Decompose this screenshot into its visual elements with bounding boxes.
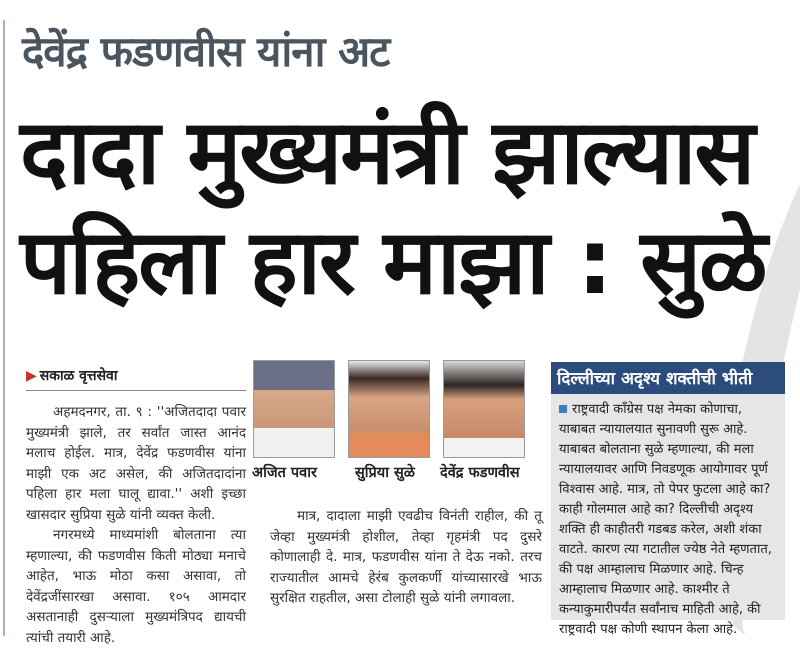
sidebar-text: राष्ट्रवादी काँग्रेस पक्ष नेमका कोणाचा, याबाबत न्यायालयात सुनावणी सुरू आहे. याबाबत बोलताना सुळे म्हणाल्या, की मला न्यायालयावर आणि निवडणूक आयोगावर पूर्ण विश्वास आहे. मात्र, तो पेपर फुटला आहे का? काही गोलमाल आहे का? दिल्लीची अदृश्य शक्ति ही काहीतरी गडबड करेल, अशी शंका वाटते. कारण त्या गटातील ज्येष्ठ नेते म्हणतात, की पक्ष आम्हालाच मिळणार आहे. चिन्ह आम्हालाच मिळणार आहे. काश्मीर ते कन्याकुमारीपर्यंत सर्वांनाच माहिती आहे, की राष्ट्रवादी पक्ष कोणी स्थापन केला आहे. <box>559 402 772 637</box>
photo-devendra-fadnavis <box>443 360 525 458</box>
photo-caption: देवेंद्र फडणवीस <box>440 465 520 481</box>
paragraph: अहमदनगर, ता. ९ : ''अजितदादा पवार मुख्यमंत्री झाले, तर सर्वांत जास्त आनंद मलाच होईल. मात्र, देवेंद्र फडणवीस यांना माझी एक अट असेल, की अजितदादांना पहिला हार मला घालू द्यावा.'' अशी इच्छा खासदार सुप्रिया सुळे यांनी व्यक्त केली. <box>26 404 246 523</box>
article-column-1 <box>26 402 246 648</box>
column-rule <box>3 20 5 636</box>
byline-text: सकाळ वृत्तसेवा <box>39 368 118 384</box>
photo-ajit-pawar <box>253 360 335 458</box>
photo-caption: अजित पवार <box>252 465 317 481</box>
headline-line-1: दादा मुख्यमंत्री झाल्यास <box>20 100 754 205</box>
sidebar-body <box>551 394 785 646</box>
headline-line-2: पहिला हार माझा : सुळे <box>20 210 766 315</box>
triangle-icon: ▶ <box>26 368 37 384</box>
paragraph: नगरमध्ये माध्यमांशी बोलताना त्या म्हणाल्या, की फडणवीस किती मोठ्या मनाचे आहेत, भाऊ मोठा कसा असावा, तो देवेंद्रजींसारखा असावा. १०५ आमदार असतानाही दुसऱ्याला मुख्यमंत्रिपद द्यायची त्यांची तयारी आहे. <box>26 527 246 646</box>
square-bullet-icon <box>559 405 567 413</box>
article-column-2 <box>270 506 542 609</box>
photo-caption: सुप्रिया सुळे <box>355 465 415 481</box>
byline <box>26 366 246 391</box>
kicker-headline: देवेंद्र फडणवीस यांना अट <box>22 27 390 76</box>
sidebar-box <box>551 362 785 637</box>
photo-supriya-sule <box>348 360 430 458</box>
paragraph: मात्र, दादाला माझी एवढीच विनंती राहील, की तू जेव्हा मुख्यमंत्री होशील, तेव्हा गृहमंत्री पद दुसरे कोणालाही दे. मात्र, फडणवीस यांना ते देऊ नको. तरच राज्यातील आमचे हेरंब कुलकर्णी यांच्यासारखे भाऊ सुरक्षित राहतील, असा टोलाही सुळे यांनी लगावला. <box>270 508 542 606</box>
sidebar-title: दिल्लीच्या अदृश्य शक्तीची भीती <box>551 362 785 394</box>
